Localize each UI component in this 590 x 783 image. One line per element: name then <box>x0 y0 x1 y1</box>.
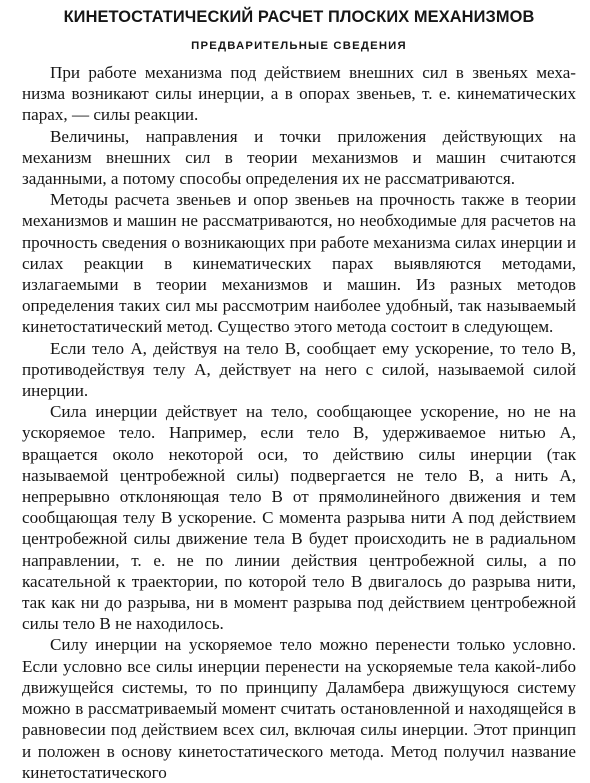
paragraph: Силу инерции на ускоряемое тело можно перенести только условно. Если условно все силы инерции перенести на ускоряемые тела какой-либо движущейся системы, то по принципу Даламбера движущуюся систему можно в рассматриваемый момент считать остановленной и находящейся в равновесии под действием всех сил, включая силы инерции. Этот принцип и положен в основу кинетостатического метода. Метод получил название кинетостатического <box>22 635 576 782</box>
paragraph: Если тело A, действуя на тело B, сообщает ему ускорение, то тело B, противодействуя телу A, действует на него с силой, называемой силой инерции. <box>22 338 576 401</box>
paragraph: Сила инерции действует на тело, сообщающее ускорение, но не на ускоряемое тело. Например, если тело B, удерживаемое нитью A, вращается около некоторой оси, то действию силы инерции (так называемой центробежной силы) подвергается не тело B, а нить A, непрерывно отклоняющая тело B от прямолинейного движения и тем сообщающая телу B ускорение. С момента разрыва нити A под действием центробежной силы движение тела B будет происходить не в радиальном направлении, т. е. не по линии действия центробежной силы, а по касательной к траектории, по которой тело B двигалось до разрыва нити, так как ни до разрыва, ни в момент разрыва под действием центробежной силы тело B не находилось. <box>22 402 576 634</box>
section-title: ПРЕДВАРИТЕЛЬНЫЕ СВЕДЕНИЯ <box>191 40 407 52</box>
paragraph: Методы расчета звеньев и опор звеньев на прочность также в теории механизмов и машин не рассматриваются, но необходимые для расчетов на прочность сведения о возникающих при работе механизма силах инерции и силах реакции в кинематических парах выявляются методами, излагаемыми в теории механизмов и машин. Из разных методов определения таких сил мы рассмотрим наиболее удобный, так называемый кинетостатический метод. Существо этого метода состоит в следующем. <box>22 190 576 337</box>
page-title: КИНЕТОСТАТИЧЕСКИЙ РАСЧЕТ ПЛОСКИХ МЕХАНИЗМОВ <box>63 8 535 26</box>
paragraph: Величины, направления и точки приложения действующих на механизм внешних сил в теории механизмов и машин считаются заданными, а потому способы определения их не рассматриваются. <box>22 126 576 189</box>
document-page <box>22 6 576 783</box>
paragraph: При работе механизма под действием внешних сил в звеньях механизма возникают силы инерции, а в опорах звеньев, т. е. кинематических парах, — силы реакции. <box>22 63 576 125</box>
body-text <box>22 62 576 783</box>
